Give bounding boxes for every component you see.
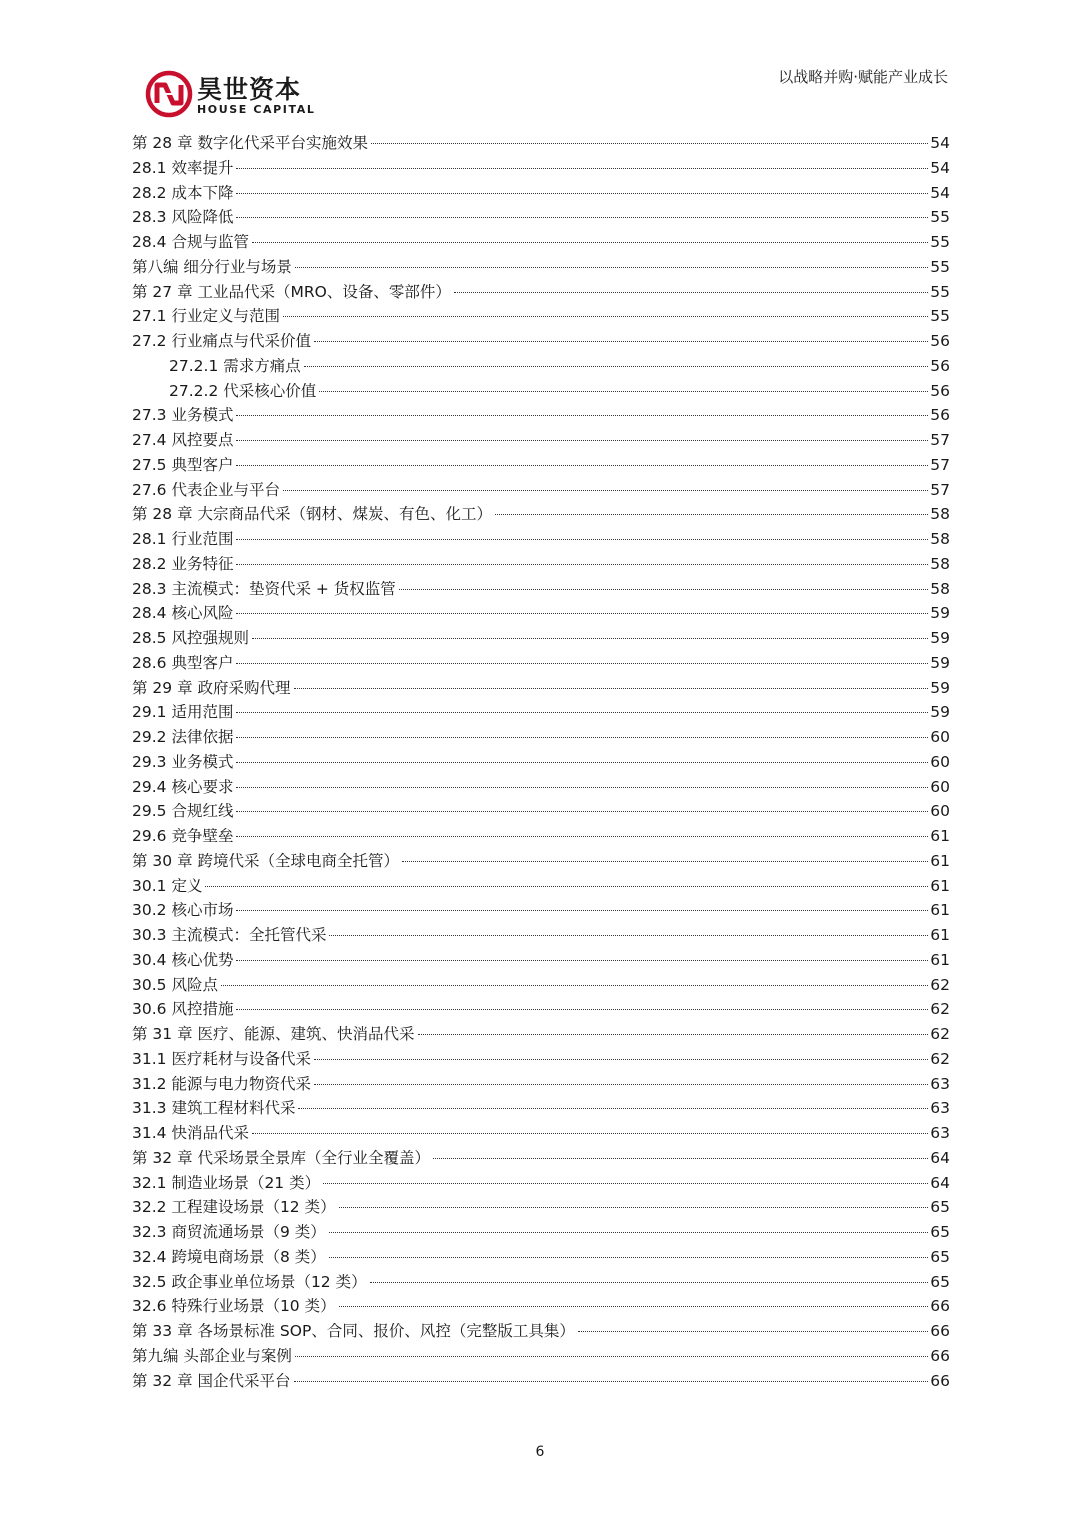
toc-entry-title: 第 33 章 各场景标准 SOP、合同、报价、风控（完整版工具集） — [132, 1322, 575, 1340]
toc-entry-title: 32.4 跨境电商场景（8 类） — [132, 1247, 326, 1266]
toc-entry[interactable] — [132, 849, 950, 874]
toc-entry-page: 62 — [930, 975, 950, 994]
toc-entry[interactable] — [132, 1344, 950, 1369]
toc-entry-page: 58 — [930, 505, 950, 524]
toc-dot-leader — [236, 1008, 928, 1010]
toc-entry-title: 30.5 风险点 — [132, 975, 218, 994]
toc-dot-leader — [252, 637, 928, 639]
toc-entry-title: 第 27 章 工业品代采（MRO、设备、零部件） — [132, 282, 451, 301]
toc-entry[interactable] — [132, 354, 950, 379]
toc-entry[interactable] — [132, 1171, 950, 1196]
toc-entry-title: 28.4 核心风险 — [132, 604, 234, 623]
toc-entry[interactable] — [132, 824, 950, 849]
toc-entry[interactable] — [132, 527, 950, 552]
toc-entry-page: 54 — [930, 134, 950, 152]
toc-entry-page: 66 — [930, 1322, 950, 1340]
toc-entry-page: 65 — [930, 1247, 950, 1266]
logo-chinese-name: 昊世资本 — [197, 75, 302, 104]
toc-dot-leader — [339, 1206, 929, 1208]
toc-entry-page: 57 — [930, 455, 950, 474]
toc-dot-leader — [314, 340, 928, 342]
toc-dot-leader — [236, 835, 928, 837]
toc-entry[interactable] — [132, 651, 950, 676]
toc-entry-title: 29.5 合规红线 — [132, 802, 234, 821]
toc-dot-leader — [370, 1281, 929, 1283]
toc-entry-title: 第 30 章 跨境代采（全球电商全托管） — [132, 851, 400, 870]
toc-entry[interactable] — [132, 502, 950, 527]
toc-entry-title: 28.1 效率提升 — [132, 158, 234, 177]
toc-entry[interactable] — [132, 255, 950, 280]
toc-entry-title: 第 28 章 大宗商品代采（钢材、煤炭、有色、化工） — [132, 505, 493, 524]
toc-entry[interactable] — [132, 478, 950, 503]
toc-dot-leader — [205, 885, 928, 887]
toc-dot-leader — [252, 1132, 928, 1134]
toc-entry[interactable] — [132, 1319, 950, 1344]
toc-entry[interactable] — [132, 1195, 950, 1220]
toc-entry[interactable] — [132, 280, 950, 305]
toc-dot-leader — [314, 1083, 928, 1085]
toc-entry-title: 27.6 代表企业与平台 — [132, 480, 280, 499]
toc-entry-page: 66 — [930, 1346, 950, 1365]
toc-dot-leader — [283, 489, 928, 491]
toc-entry[interactable] — [132, 329, 950, 354]
toc-entry[interactable] — [132, 379, 950, 404]
toc-entry[interactable] — [132, 973, 950, 998]
toc-dot-leader — [236, 786, 928, 788]
toc-entry-page: 63 — [930, 1074, 950, 1093]
toc-entry[interactable] — [132, 181, 950, 206]
toc-entry[interactable] — [132, 1245, 950, 1270]
toc-entry-page: 60 — [930, 777, 950, 796]
toc-entry[interactable] — [132, 626, 950, 651]
toc-entry-title: 32.5 政企事业单位场景（12 类） — [132, 1272, 367, 1291]
toc-entry-page: 55 — [930, 282, 950, 301]
toc-entry-title: 28.5 风控强规则 — [132, 629, 249, 647]
toc-entry-page: 60 — [930, 752, 950, 771]
toc-entry-title: 第 29 章 政府采购代理 — [132, 678, 291, 697]
toc-entry-page: 59 — [930, 653, 950, 672]
toc-entry-title: 29.6 竞争壁垒 — [132, 827, 234, 845]
toc-entry-page: 55 — [930, 233, 950, 251]
toc-entry[interactable] — [132, 1047, 950, 1072]
toc-entry-title: 27.5 典型客户 — [132, 455, 234, 474]
toc-dot-leader — [221, 984, 928, 986]
toc-dot-leader — [236, 711, 928, 713]
toc-dot-leader — [371, 142, 928, 144]
toc-entry-page: 57 — [930, 431, 950, 449]
toc-dot-leader — [236, 464, 928, 466]
toc-entry-title: 32.1 制造业场景（21 类） — [132, 1173, 321, 1192]
toc-entry-page: 61 — [930, 851, 950, 870]
toc-dot-leader — [236, 810, 928, 812]
toc-entry[interactable] — [132, 1294, 950, 1319]
toc-entry[interactable] — [132, 898, 950, 923]
toc-dot-leader — [236, 439, 928, 441]
toc-entry-page: 66 — [930, 1297, 950, 1316]
toc-dot-leader — [319, 390, 928, 392]
toc-entry-page: 64 — [930, 1148, 950, 1167]
toc-dot-leader — [294, 687, 929, 689]
toc-dot-leader — [236, 736, 928, 738]
toc-entry-title: 27.2 行业痛点与代采价值 — [132, 332, 311, 350]
toc-entry-title: 30.3 主流模式：全托管代采 — [132, 926, 327, 944]
toc-entry-page: 54 — [930, 158, 950, 177]
toc-dot-leader — [298, 1107, 928, 1109]
toc-entry-page: 59 — [930, 629, 950, 647]
toc-dot-leader — [323, 1182, 928, 1184]
toc-entry-title: 30.2 核心市场 — [132, 901, 234, 920]
toc-dot-leader — [252, 241, 928, 243]
toc-entry-title: 32.2 工程建设场景（12 类） — [132, 1198, 336, 1217]
toc-entry[interactable] — [132, 453, 950, 478]
toc-dot-leader — [236, 216, 928, 218]
toc-entry-page: 61 — [930, 876, 950, 895]
toc-dot-leader — [294, 1380, 929, 1382]
toc-entry[interactable] — [132, 799, 950, 824]
toc-entry-title: 28.4 合规与监管 — [132, 233, 249, 251]
toc-dot-leader — [236, 959, 928, 961]
toc-dot-leader — [236, 538, 928, 540]
toc-entry-page: 61 — [930, 950, 950, 969]
toc-entry-page: 62 — [930, 1049, 950, 1068]
toc-entry[interactable] — [132, 1220, 950, 1245]
toc-entry-page: 56 — [930, 381, 950, 400]
toc-entry[interactable] — [132, 1270, 950, 1295]
toc-dot-leader — [236, 192, 928, 194]
company-logo — [145, 70, 345, 120]
toc-dot-leader — [454, 291, 928, 293]
toc-entry-title: 31.3 建筑工程材料代采 — [132, 1099, 296, 1118]
toc-entry-page: 63 — [930, 1099, 950, 1118]
toc-entry[interactable] — [132, 156, 950, 181]
toc-dot-leader — [304, 365, 929, 367]
toc-entry[interactable] — [132, 1121, 950, 1146]
toc-entry[interactable] — [132, 205, 950, 230]
toc-dot-leader — [578, 1330, 928, 1332]
page-header — [0, 0, 1080, 130]
toc-entry[interactable] — [132, 403, 950, 428]
toc-entry-title: 32.6 特殊行业场景（10 类） — [132, 1297, 336, 1316]
toc-entry[interactable] — [132, 577, 950, 602]
toc-entry-page: 56 — [930, 356, 950, 375]
toc-entry[interactable] — [132, 1369, 950, 1394]
toc-dot-leader — [283, 315, 928, 317]
toc-entry-page: 61 — [930, 926, 950, 944]
house-capital-logo-icon — [145, 70, 193, 118]
toc-entry[interactable] — [132, 601, 950, 626]
toc-entry-page: 58 — [930, 554, 950, 573]
toc-dot-leader — [329, 934, 928, 936]
toc-dot-leader — [295, 1355, 928, 1357]
toc-entry[interactable] — [132, 725, 950, 750]
toc-entry-page: 59 — [930, 703, 950, 722]
toc-entry-page: 57 — [930, 480, 950, 499]
toc-entry-title: 第 32 章 国企代采平台 — [132, 1371, 291, 1390]
toc-entry-page: 58 — [930, 579, 950, 598]
toc-entry-title: 第 32 章 代采场景全景库（全行业全覆盖） — [132, 1148, 431, 1167]
toc-entry-page: 55 — [930, 257, 950, 276]
toc-entry-title: 27.2.2 代采核心价值 — [169, 381, 317, 400]
toc-dot-leader — [329, 1256, 929, 1258]
toc-dot-leader — [314, 1058, 928, 1060]
toc-entry-title: 第九编 头部企业与案例 — [132, 1346, 292, 1365]
table-of-contents — [132, 131, 950, 1393]
toc-entry-title: 31.4 快消品代采 — [132, 1124, 249, 1142]
toc-entry[interactable] — [132, 997, 950, 1022]
toc-entry-page: 63 — [930, 1124, 950, 1142]
toc-entry-title: 31.2 能源与电力物资代采 — [132, 1074, 311, 1093]
toc-entry[interactable] — [132, 304, 950, 329]
toc-entry-page: 66 — [930, 1371, 950, 1390]
toc-dot-leader — [236, 414, 928, 416]
toc-dot-leader — [236, 563, 928, 565]
toc-entry-title: 第 28 章 数字化代采平台实施效果 — [132, 134, 369, 152]
toc-dot-leader — [329, 1231, 929, 1233]
toc-entry-title: 29.4 核心要求 — [132, 777, 234, 796]
toc-dot-leader — [495, 513, 928, 515]
toc-dot-leader — [339, 1305, 929, 1307]
toc-entry-page: 65 — [930, 1272, 950, 1291]
toc-entry[interactable] — [132, 1022, 950, 1047]
toc-entry-title: 31.1 医疗耗材与设备代采 — [132, 1049, 311, 1068]
toc-entry[interactable] — [132, 230, 950, 255]
toc-dot-leader — [399, 588, 928, 590]
toc-entry[interactable] — [132, 923, 950, 948]
toc-entry-page: 54 — [930, 183, 950, 202]
page-number: 6 — [535, 1444, 545, 1460]
toc-dot-leader — [236, 612, 928, 614]
toc-entry-title: 32.3 商贸流通场景（9 类） — [132, 1223, 326, 1241]
toc-entry-page: 62 — [930, 1000, 950, 1019]
toc-entry-title: 28.3 主流模式：垫资代采 + 货权监管 — [132, 579, 396, 598]
toc-dot-leader — [433, 1157, 928, 1159]
toc-entry-page: 56 — [930, 332, 950, 350]
toc-dot-leader — [236, 761, 928, 763]
toc-entry-page: 65 — [930, 1198, 950, 1217]
toc-dot-leader — [418, 1033, 929, 1035]
toc-entry-title: 27.2.1 需求方痛点 — [169, 356, 301, 375]
toc-entry-page: 60 — [930, 802, 950, 821]
toc-entry-page: 55 — [930, 208, 950, 227]
toc-entry-title: 27.1 行业定义与范围 — [132, 307, 280, 326]
toc-dot-leader — [236, 909, 928, 911]
toc-entry[interactable] — [132, 1096, 950, 1121]
toc-entry[interactable] — [132, 874, 950, 899]
toc-entry-page: 61 — [930, 827, 950, 845]
toc-entry[interactable] — [132, 428, 950, 453]
toc-entry-title: 30.6 风控措施 — [132, 1000, 234, 1019]
toc-entry-page: 64 — [930, 1173, 950, 1192]
toc-entry-title: 27.4 风控要点 — [132, 431, 234, 449]
toc-entry[interactable] — [132, 948, 950, 973]
toc-entry-title: 30.4 核心优势 — [132, 950, 234, 969]
toc-entry-title: 28.6 典型客户 — [132, 653, 234, 672]
toc-entry-title: 29.3 业务模式 — [132, 752, 234, 771]
toc-entry-title: 28.2 业务特征 — [132, 554, 234, 573]
toc-entry-page: 60 — [930, 728, 950, 746]
toc-entry-page: 59 — [930, 678, 950, 697]
toc-entry-page: 62 — [930, 1025, 950, 1043]
toc-entry[interactable] — [132, 552, 950, 577]
toc-entry-title: 28.1 行业范围 — [132, 530, 234, 548]
toc-entry-page: 65 — [930, 1223, 950, 1241]
toc-dot-leader — [402, 860, 928, 862]
toc-entry-title: 27.3 业务模式 — [132, 406, 234, 425]
toc-entry-page: 58 — [930, 530, 950, 548]
toc-entry[interactable] — [132, 131, 950, 156]
toc-entry-page: 61 — [930, 901, 950, 920]
toc-entry-page: 56 — [930, 406, 950, 425]
logo-english-name: HOUSE CAPITAL — [197, 103, 316, 116]
toc-entry-title: 第八编 细分行业与场景 — [132, 257, 292, 276]
toc-entry[interactable] — [132, 700, 950, 725]
toc-entry-title: 28.3 风险降低 — [132, 208, 234, 227]
toc-entry-title: 29.2 法律依据 — [132, 728, 234, 746]
toc-entry-title: 第 31 章 医疗、能源、建筑、快消品代采 — [132, 1025, 415, 1043]
toc-dot-leader — [295, 266, 928, 268]
toc-entry-page: 59 — [930, 604, 950, 623]
toc-entry-title: 30.1 定义 — [132, 876, 203, 895]
toc-entry[interactable] — [132, 750, 950, 775]
header-slogan: 以战略并购·赋能产业成长 — [778, 68, 948, 86]
toc-entry[interactable] — [132, 1072, 950, 1097]
toc-dot-leader — [236, 662, 928, 664]
toc-entry-page: 55 — [930, 307, 950, 326]
toc-entry[interactable] — [132, 1146, 950, 1171]
toc-dot-leader — [236, 167, 928, 169]
toc-entry[interactable] — [132, 676, 950, 701]
toc-entry-title: 28.2 成本下降 — [132, 183, 234, 202]
toc-entry[interactable] — [132, 775, 950, 800]
toc-entry-title: 29.1 适用范围 — [132, 703, 234, 722]
